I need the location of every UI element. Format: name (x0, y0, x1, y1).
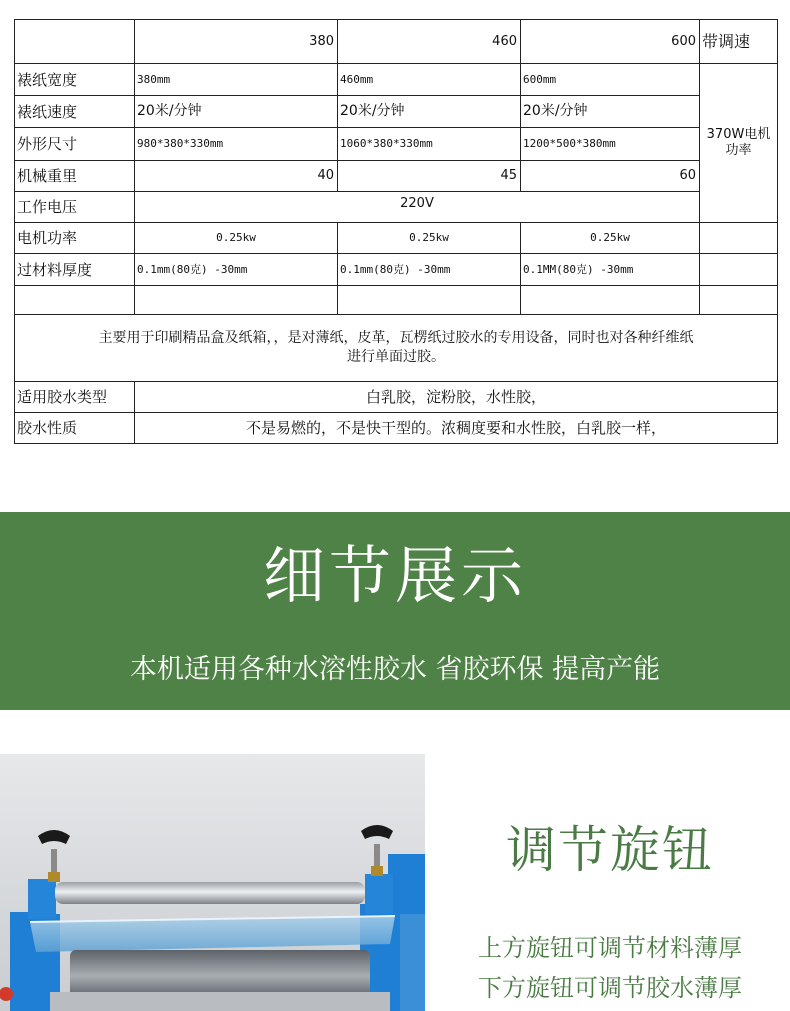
glue-property-label: 胶水性质 (17, 419, 78, 437)
grid-line (777, 19, 778, 444)
glue-type-value: 白乳胶，淀粉胶，水性胶， (365, 388, 546, 406)
usage-line-2: 进行单面过胶。 (347, 349, 445, 365)
speed-note: 带调速 (702, 31, 751, 51)
row-label-weight: 机械重里 (17, 167, 78, 185)
glue-type-label: 适用胶水类型 (17, 388, 108, 406)
row-label-power: 电机功率 (17, 229, 78, 247)
row-label-width: 裱纸宽度 (17, 70, 78, 89)
usage-description (15, 315, 777, 381)
row-label-voltage: 工作电压 (17, 198, 78, 216)
speed-600: 20米/分钟 (523, 103, 588, 120)
machine-photo (0, 754, 425, 1011)
spec-table (0, 0, 790, 460)
row-label-dimensions: 外形尺寸 (17, 135, 78, 153)
model-380: 380 (309, 33, 334, 49)
row-label-speed: 裱纸速度 (17, 102, 78, 121)
motor-note-line1: 370W电机 (706, 126, 771, 142)
model-600: 600 (671, 33, 696, 49)
weight-600: 60 (679, 168, 696, 184)
motor-note (700, 64, 777, 222)
model-460: 460 (492, 33, 517, 49)
banner-subtitle: 本机适用各种水溶性胶水 省胶环保 提高产能 (129, 654, 661, 685)
detail-title: 调节旋钮 (506, 821, 714, 879)
row-label-thickness: 过材料厚度 (17, 260, 93, 279)
power-460: 0.25kw (409, 231, 449, 245)
weight-460: 45 (500, 168, 517, 184)
thickness-460: 0.1mm(80克) -30mm (340, 262, 451, 276)
dimensions-460: 1060*380*330mm (340, 137, 433, 151)
detail-line-top-knob: 上方旋钮可调节材料薄厚 (478, 934, 742, 962)
dimensions-600: 1200*500*380mm (523, 137, 616, 151)
width-460: 460mm (340, 72, 374, 86)
speed-460: 20米/分钟 (340, 103, 405, 120)
speed-380: 20米/分钟 (137, 103, 202, 120)
motor-note-line2: 功率 (725, 143, 752, 158)
dimensions-380: 980*380*330mm (137, 137, 224, 151)
thickness-600: 0.1MM(80克) -30mm (523, 262, 634, 276)
thickness-380: 0.1mm(80克) -30mm (137, 262, 248, 276)
usage-line-1: 主要用于印刷精品盒及纸箱，，是对薄纸，皮革，瓦楞纸过胶水的专用设备，同时也对各种纤维纸 (98, 330, 694, 347)
power-380: 0.25kw (216, 231, 256, 245)
grid-line (14, 443, 778, 444)
width-380: 380mm (137, 72, 171, 86)
power-600: 0.25kw (590, 231, 630, 245)
weight-380: 40 (317, 168, 334, 184)
grid-line (14, 285, 778, 286)
width-600: 600mm (523, 72, 557, 86)
glue-machine-illustration (0, 754, 425, 1011)
detail-line-bottom-knob: 下方旋钮可调节胶水薄厚 (478, 974, 742, 1002)
banner-title: 细节展示 (262, 539, 527, 612)
glue-property-value: 不是易燃的，不是快干型的。浓稠度要和水性胶，白乳胶一样， (245, 419, 666, 437)
voltage-value: 220V (400, 196, 434, 212)
